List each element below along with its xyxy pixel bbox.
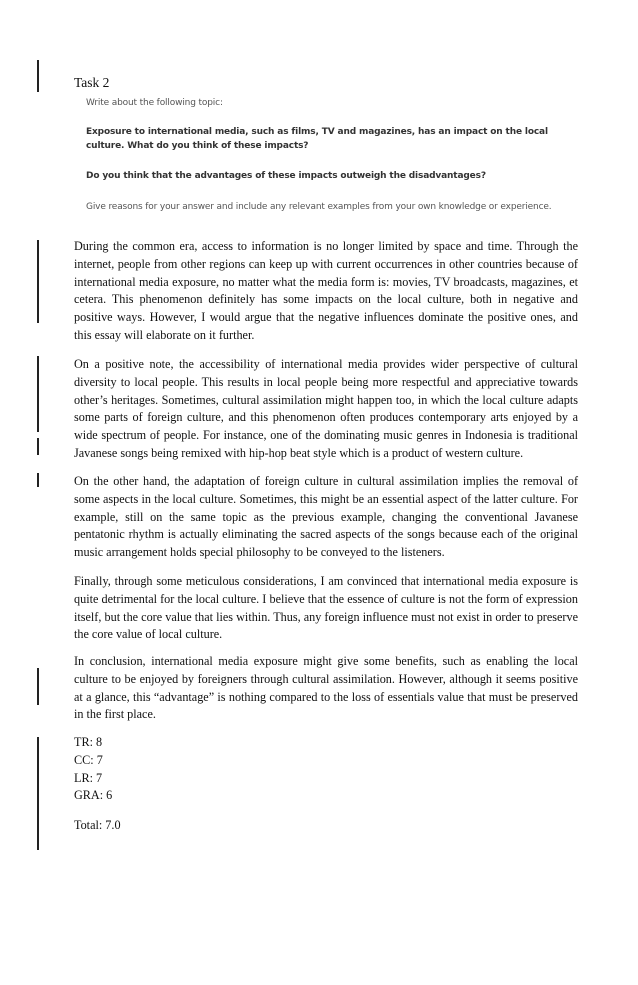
margin-mark xyxy=(37,438,39,455)
essay-paragraph-negative: On the other hand, the adaptation of foreign culture in cultural assimilation implies the removal of some aspects in the local culture. Sometimes, this might be an essential aspect of the latter culture. For example, still on the same topic as the previous example, changing the conventional Javanese pentatonic rhythm is actually eliminating the sacred aspects of the songs because each of the original music arrangement holds special philosophy to be conveyed to the listeners. xyxy=(74,474,578,560)
margin-mark xyxy=(37,240,39,323)
prompt-instructions: Give reasons for your answer and include any relevant examples from your own knowledge or experience. xyxy=(86,202,552,212)
essay-paragraph-introduction: During the common era, access to information is no longer limited by space and time. Through the internet, people from other regions can keep up with current occurrences in other countries because of international media exposure, no matter what the media form is: movies, TV broadcasts, magazines, et cetera. This phenomenon definitely has some impacts on the local culture, both in negative and positive ways. However, I would argue that the negative influences dominate the positive ones, and this essay will elaborate on it further. xyxy=(74,239,578,342)
score-gra: GRA: 6 xyxy=(74,788,113,803)
margin-mark xyxy=(37,60,39,92)
prompt-question-1: Exposure to international media, such as films, TV and magazines, has an impact on the local culture. What do you think of these impacts? xyxy=(86,127,548,151)
prompt-question-2: Do you think that the advantages of these impacts outweigh the disadvantages? xyxy=(86,171,486,181)
margin-mark xyxy=(37,668,39,705)
essay-paragraph-opinion: Finally, through some meticulous considerations, I am convinced that international media exposure is quite detrimental for the local culture. I believe that the essence of culture is not the form of expression itself, but the core value that lies within. Thus, any foreign influence must not exist in order to preserve the core value of local culture. xyxy=(74,574,578,642)
essay-paragraph-positive: On a positive note, the accessibility of international media provides wider perspective of cultural diversity to local people. This results in local people being more respectful and appreciative towards other’s heritages. Sometimes, cultural assimilation might happen too, in which the local culture adapts some parts of foreign culture, and this phenomenon often produces contemporary arts enjoyed by a wide spectrum of people. For instance, one of the dominating music genres in Indonesia is traditional Javanese songs being remixed with hip-hop beat style which is a product of western culture. xyxy=(74,357,578,460)
margin-mark xyxy=(37,737,39,850)
score-total: Total: 7.0 xyxy=(74,818,121,832)
margin-mark xyxy=(37,473,39,487)
essay-paragraph-conclusion: In conclusion, international media exposure might give some benefits, such as enabling the local culture to be enjoyed by foreigners through cultural assimilation. However, although it seems positive at a glance, this “advantage” is nothing compared to the loss of essentials value that must be preserved in the first place. xyxy=(74,654,578,722)
score-cc: CC: 7 xyxy=(74,752,103,767)
band-scores xyxy=(74,734,112,805)
task-title: Task 2 xyxy=(74,75,110,90)
score-lr: LR: 7 xyxy=(74,770,103,785)
margin-mark xyxy=(37,356,39,432)
prompt-intro: Write about the following topic: xyxy=(86,98,223,108)
score-tr: TR: 8 xyxy=(74,735,103,749)
